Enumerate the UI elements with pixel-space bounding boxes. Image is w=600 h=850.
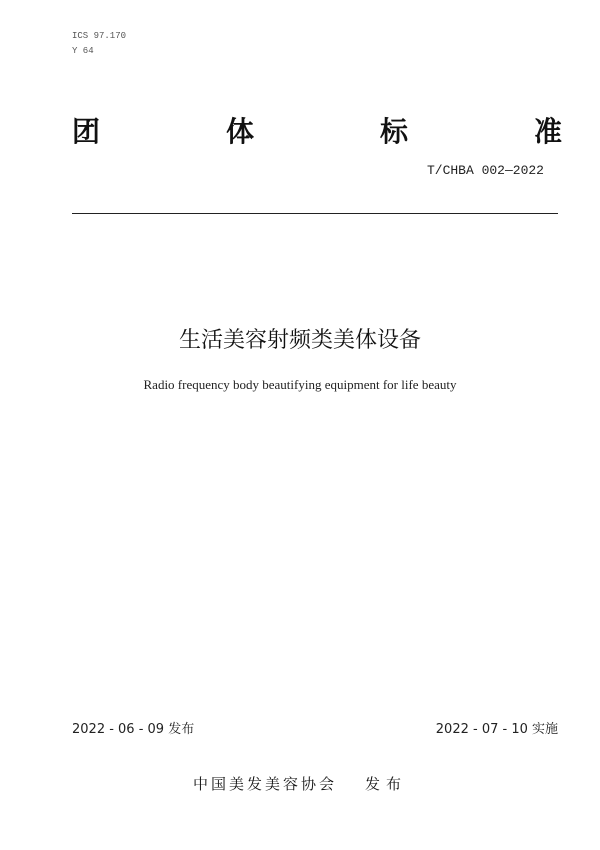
- heading-char-1: 团: [72, 115, 101, 148]
- standard-number: T/CHBA 002—2022: [426, 163, 544, 178]
- header-divider: [72, 213, 558, 214]
- heading-char-2: 体: [225, 115, 254, 148]
- english-title: Radio frequency body beautifying equipment for life beauty: [143, 377, 457, 392]
- issuer-organization: 中国美发美容协会: [192, 775, 337, 793]
- document-type-heading: [72, 114, 562, 150]
- ics-code: ICS 97.170: [72, 31, 127, 41]
- issuer-line: [0, 773, 600, 794]
- chinese-title: 生活美容射频类美体设备: [178, 328, 421, 353]
- publish-date: 2022 - 06 - 09 发布: [72, 722, 195, 737]
- implement-date: 2022 - 07 - 10 实施: [435, 722, 558, 737]
- heading-char-3: 标: [379, 115, 408, 148]
- issuer-action: 发布: [365, 775, 408, 793]
- ccs-code: Y 64: [72, 46, 94, 56]
- heading-char-4: 准: [533, 115, 562, 148]
